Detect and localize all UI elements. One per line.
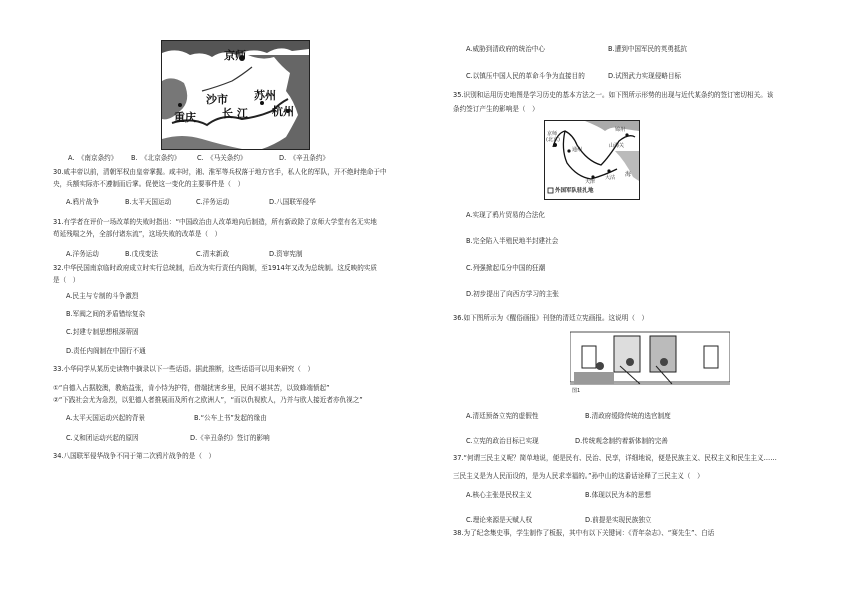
map-label-hangzhou: 杭州: [272, 105, 294, 118]
q31-option-a[interactable]: A.洋务运动: [66, 250, 99, 258]
q35-stem-line2: 条约签订产生的影响是（ ）: [453, 105, 539, 113]
map2-label-tianjin: 天津: [585, 179, 596, 185]
q32-option-c[interactable]: C.封建专制思想根深蒂固: [66, 328, 139, 336]
q33-quote-1: ①“自德入占据胶澳，教焰益张，肯小恃为护符，借端扰害乡里，民间不堪其苦，以致蜂端愤起”: [53, 384, 330, 392]
map-label-chongqing: 重庆: [174, 111, 196, 124]
q31-option-b[interactable]: B.戊戌变法: [125, 250, 158, 258]
q36-stem: 36.如下图所示为《醒俗画报》刊登的清廷立宪画报。这说明（ ）: [453, 314, 649, 322]
q33-option-d[interactable]: D.《辛丑条约》签订的影响: [190, 434, 270, 442]
q33-quote-2: ②“下践社会尤为急烈，以犯德人者推展而及所有之欧洲人”，“而以仇视欧人，乃并与欧人接近者亦仇视之”: [53, 396, 363, 404]
q34-stem: 34.八国联军侵华战争不同于第二次鸦片战争的是（ ）: [53, 452, 216, 460]
q36-option-b[interactable]: B.清政府缓除传统的选官制度: [585, 412, 671, 420]
q34-option-b[interactable]: B.遭到中国军民的英勇抵抗: [608, 45, 688, 53]
q37-option-d[interactable]: D.前提是实现民族独立: [585, 516, 652, 524]
q31-stem-line1: 31.有学者在评价一场改革的失败时指出：“中国政治由人改革地向后制造，所有新政除了京师大学堂有名无实地: [53, 218, 377, 226]
cartoon-drawing: [570, 326, 730, 402]
treaty-map-figure: [544, 120, 640, 200]
q35-option-a[interactable]: A.实现了鸦片贸易的合法化: [466, 211, 546, 219]
constitution-cartoon: [570, 326, 730, 402]
q34-option-d[interactable]: D.试图武力实现侵略目标: [608, 72, 682, 80]
q35-option-c[interactable]: C.列强掀起瓜分中国的狂潮: [466, 264, 546, 272]
map2-label-beijing: 京师: [547, 131, 558, 137]
q31-option-d[interactable]: D.资审宪制: [269, 250, 303, 258]
q31-option-c[interactable]: C.清末新政: [196, 250, 230, 258]
map2-label-tongzhou: 通州: [572, 147, 583, 153]
q37-stem-line2: 三民主义是为人民而设的，是为人民求幸福的。”孙中山的这番话诠释了三民主义（ ）: [453, 472, 704, 480]
q36-option-a[interactable]: A.清廷预备立宪的虚假性: [466, 412, 539, 420]
q36-option-d[interactable]: D.传统观念制约着新体制的完善: [575, 437, 668, 445]
q30-stem-line2: 央，兵额实际亦不遵制而后掌。促使这一变化的主要事件是（ ）: [53, 180, 245, 188]
q29-option-b[interactable]: B. 《北京条约》: [131, 154, 181, 162]
q36-option-c[interactable]: C.立宪的政治目标已实现: [466, 437, 539, 445]
map2-label-jinzhou: 锦州: [615, 127, 626, 133]
map2-label-beijing-sub: (北京): [546, 137, 560, 143]
map2-label-dagu: 大沽: [605, 175, 616, 181]
q33-option-b[interactable]: B.“公车上书”发起的缘由: [194, 414, 267, 422]
q38-stem: 38.为了纪念集史事，学生制作了板报，其中有以下关键词：《青年杂志》、“赛先生”、白话: [453, 529, 715, 537]
q33-option-a[interactable]: A.太平天国运动兴起的背景: [66, 414, 146, 422]
map-figure: [161, 40, 310, 150]
q31-stem-line2: 苟延残喘之外，全部付诸东流”，这场失败的改革是（ ）: [53, 230, 222, 238]
map2-legend: 外国军队驻扎地: [555, 188, 594, 194]
q30-option-b[interactable]: B.太平天国运动: [125, 198, 172, 206]
map2-label-sea: 海: [625, 171, 632, 178]
q37-option-b[interactable]: B.体现以民为本的思想: [585, 491, 651, 499]
map-label-suzhou: 苏州: [254, 89, 276, 102]
q30-stem-line1: 30.咸丰帝以前，清朝军权由皇帝掌握。咸丰时，湘、淮军等兵权落于地方官手，私人化的军队，开不绝时绝命于中: [53, 168, 387, 176]
q32-stem-line2: 是（ ）: [53, 276, 80, 284]
q37-stem-line1: 37.“何谓三民主义呢？简单地说，便是民有、民治、民享，详细地说，便是民族主义、民权主义和民生主义……: [453, 454, 777, 462]
map-label-changjiang: 长 江: [222, 107, 248, 120]
q30-option-a[interactable]: A.鸦片战争: [66, 198, 99, 206]
q30-option-c[interactable]: C.洋务运动: [196, 198, 230, 206]
q32-option-d[interactable]: D.责任内阁制在中国行不通: [66, 347, 146, 355]
q32-stem-line1: 32.中华民国南京临时政府成立时实行总统制，后改为实行责任内阁制，至1914年又改为总统制。这反映的实质: [53, 264, 377, 272]
map-label-beijing: 京师: [224, 49, 246, 62]
q32-option-a[interactable]: A.民主与专制的斗争激烈: [66, 292, 139, 300]
q37-option-c[interactable]: C.理论来源是天赋人权: [466, 516, 533, 524]
q33-stem: 33.小华同学从某历史读物中摘录以下一些话语。据此推断，这些话语可以用来研究（ ）: [53, 365, 315, 373]
q32-option-b[interactable]: B.军阀之间的矛盾错综复杂: [66, 310, 146, 318]
q29-option-c[interactable]: C. 《马关条约》: [197, 154, 247, 162]
q30-option-d[interactable]: D.八国联军侵华: [269, 198, 316, 206]
map2-label-shanhaiguan: 山海关: [609, 143, 625, 149]
beijing-marker: [553, 143, 557, 147]
map-label-shashi: 沙市: [206, 93, 228, 106]
cartoon-caption: 图1: [572, 388, 581, 394]
q34-option-c[interactable]: C.以镇压中国人民的革命斗争为直接目的: [466, 72, 585, 80]
q33-option-c[interactable]: C.义和团运动兴起的原因: [66, 434, 139, 442]
q37-option-a[interactable]: A.核心主张是民权主义: [466, 491, 532, 499]
q35-option-d[interactable]: D.初步提出了向西方学习的主张: [466, 290, 559, 298]
q29-option-d[interactable]: D. 《辛丑条约》: [279, 154, 330, 162]
q35-stem-line1: 35.识别和运用历史地图是学习历史的基本方法之一。如下图所示形势的出现与近代某条约的签订密切相关。该: [453, 91, 774, 99]
q35-option-b[interactable]: B.完全陷入半殖民地半封建社会: [466, 237, 559, 245]
q29-option-a[interactable]: A. 《南京条约》: [68, 154, 118, 162]
q34-option-a[interactable]: A.威胁到清政府的统治中心: [466, 45, 546, 53]
